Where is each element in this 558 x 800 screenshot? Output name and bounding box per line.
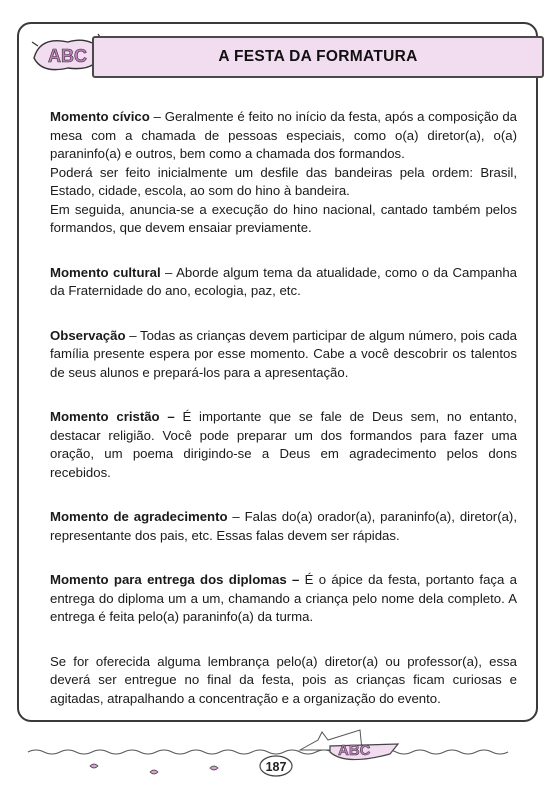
section-sep: – [227, 509, 245, 524]
boat-letters: ABC [338, 742, 371, 759]
section-paragraph [50, 108, 517, 164]
section-lembranca [50, 653, 517, 709]
section-extra-line: Em seguida, anuncia-se a execução do hino nacional, cantado também pelos formandos, que devem ensaiar previamente. [50, 201, 517, 235]
section-sep: – [149, 109, 165, 124]
section-paragraph [50, 408, 517, 482]
section-text: Se for oferecida alguma lembrança pelo(a) diretor(a) ou professor(a), essa deverá ser entregue no final da festa, pois as crianças ficam curiosas e agitadas, atrapalhando a concentração e a organização do evento. [50, 653, 517, 706]
page-number: 187 [265, 760, 287, 774]
section-lead: Momento cultural [50, 264, 161, 280]
section-sep: – [160, 264, 177, 280]
section-text: É o ápice da festa, portanto faça a entrega do diploma um a um, chamando a criança pelo nome dela completo. A entrega é feita pelo(a) paraninfo(a) da turma. [50, 572, 517, 624]
page-title: A FESTA DA FORMATURA [218, 48, 418, 65]
section-momento-cristao [50, 408, 517, 482]
section-momento-civico [50, 108, 517, 238]
section-paragraph [50, 327, 517, 383]
section-entrega-diplomas [50, 571, 517, 627]
section-text: Falas do(a) orador(a), paraninfo(a), diretor(a), representante dos pais, etc. Essas falas devem ser rápidas. [50, 509, 517, 543]
content-body [50, 108, 517, 734]
section-lead: Momento para entrega dos diplomas – [50, 572, 300, 587]
section-paragraph [50, 508, 517, 545]
section-paragraph [50, 264, 517, 301]
section-text: É importante que se fale de Deus sem, no entanto, destacar religião. Você pode preparar um dos formandos para fazer uma oração, um poema dirigindo-se a Deus em agradecimento pelos dons recebidos. [50, 409, 517, 480]
section-lead: Momento cristão – [50, 409, 175, 424]
section-extra-line: Poderá ser feito inicialmente um desfile das bandeiras pela ordem: Brasil, Estado, cidade, escola, ao som do hino à bandeira. [50, 164, 517, 198]
section-paragraph [50, 653, 517, 709]
section-sep: – [125, 327, 140, 343]
section-paragraph [50, 571, 517, 627]
title-banner [92, 36, 544, 78]
section-text: Geralmente é feito no início da festa, após a composição da mesa com a chamada de pessoas especiais, como o(a) diretor(a), o(a) paraninfo(a) e outros, bem como a chamada dos formandos. [50, 109, 517, 161]
section-momento-cultural [50, 264, 517, 301]
section-momento-agradecimento [50, 508, 517, 545]
section-text: Todas as crianças devem participar de algum número, pois cada família presente espera por esse momento. Cabe a você descobrir os talentos de seus alunos e prepará-los para a apresentação. [50, 327, 517, 380]
section-lead: Observação [50, 327, 126, 343]
section-observacao [50, 327, 517, 383]
section-lead: Momento de agradecimento [50, 509, 228, 524]
section-text: Aborde algum tema da atualidade, como o da Campanha da Fraternidade do ano, ecologia, paz, etc. [50, 264, 517, 298]
badge-letter-a: ABC [48, 46, 87, 66]
section-lead: Momento cívico [50, 109, 150, 124]
